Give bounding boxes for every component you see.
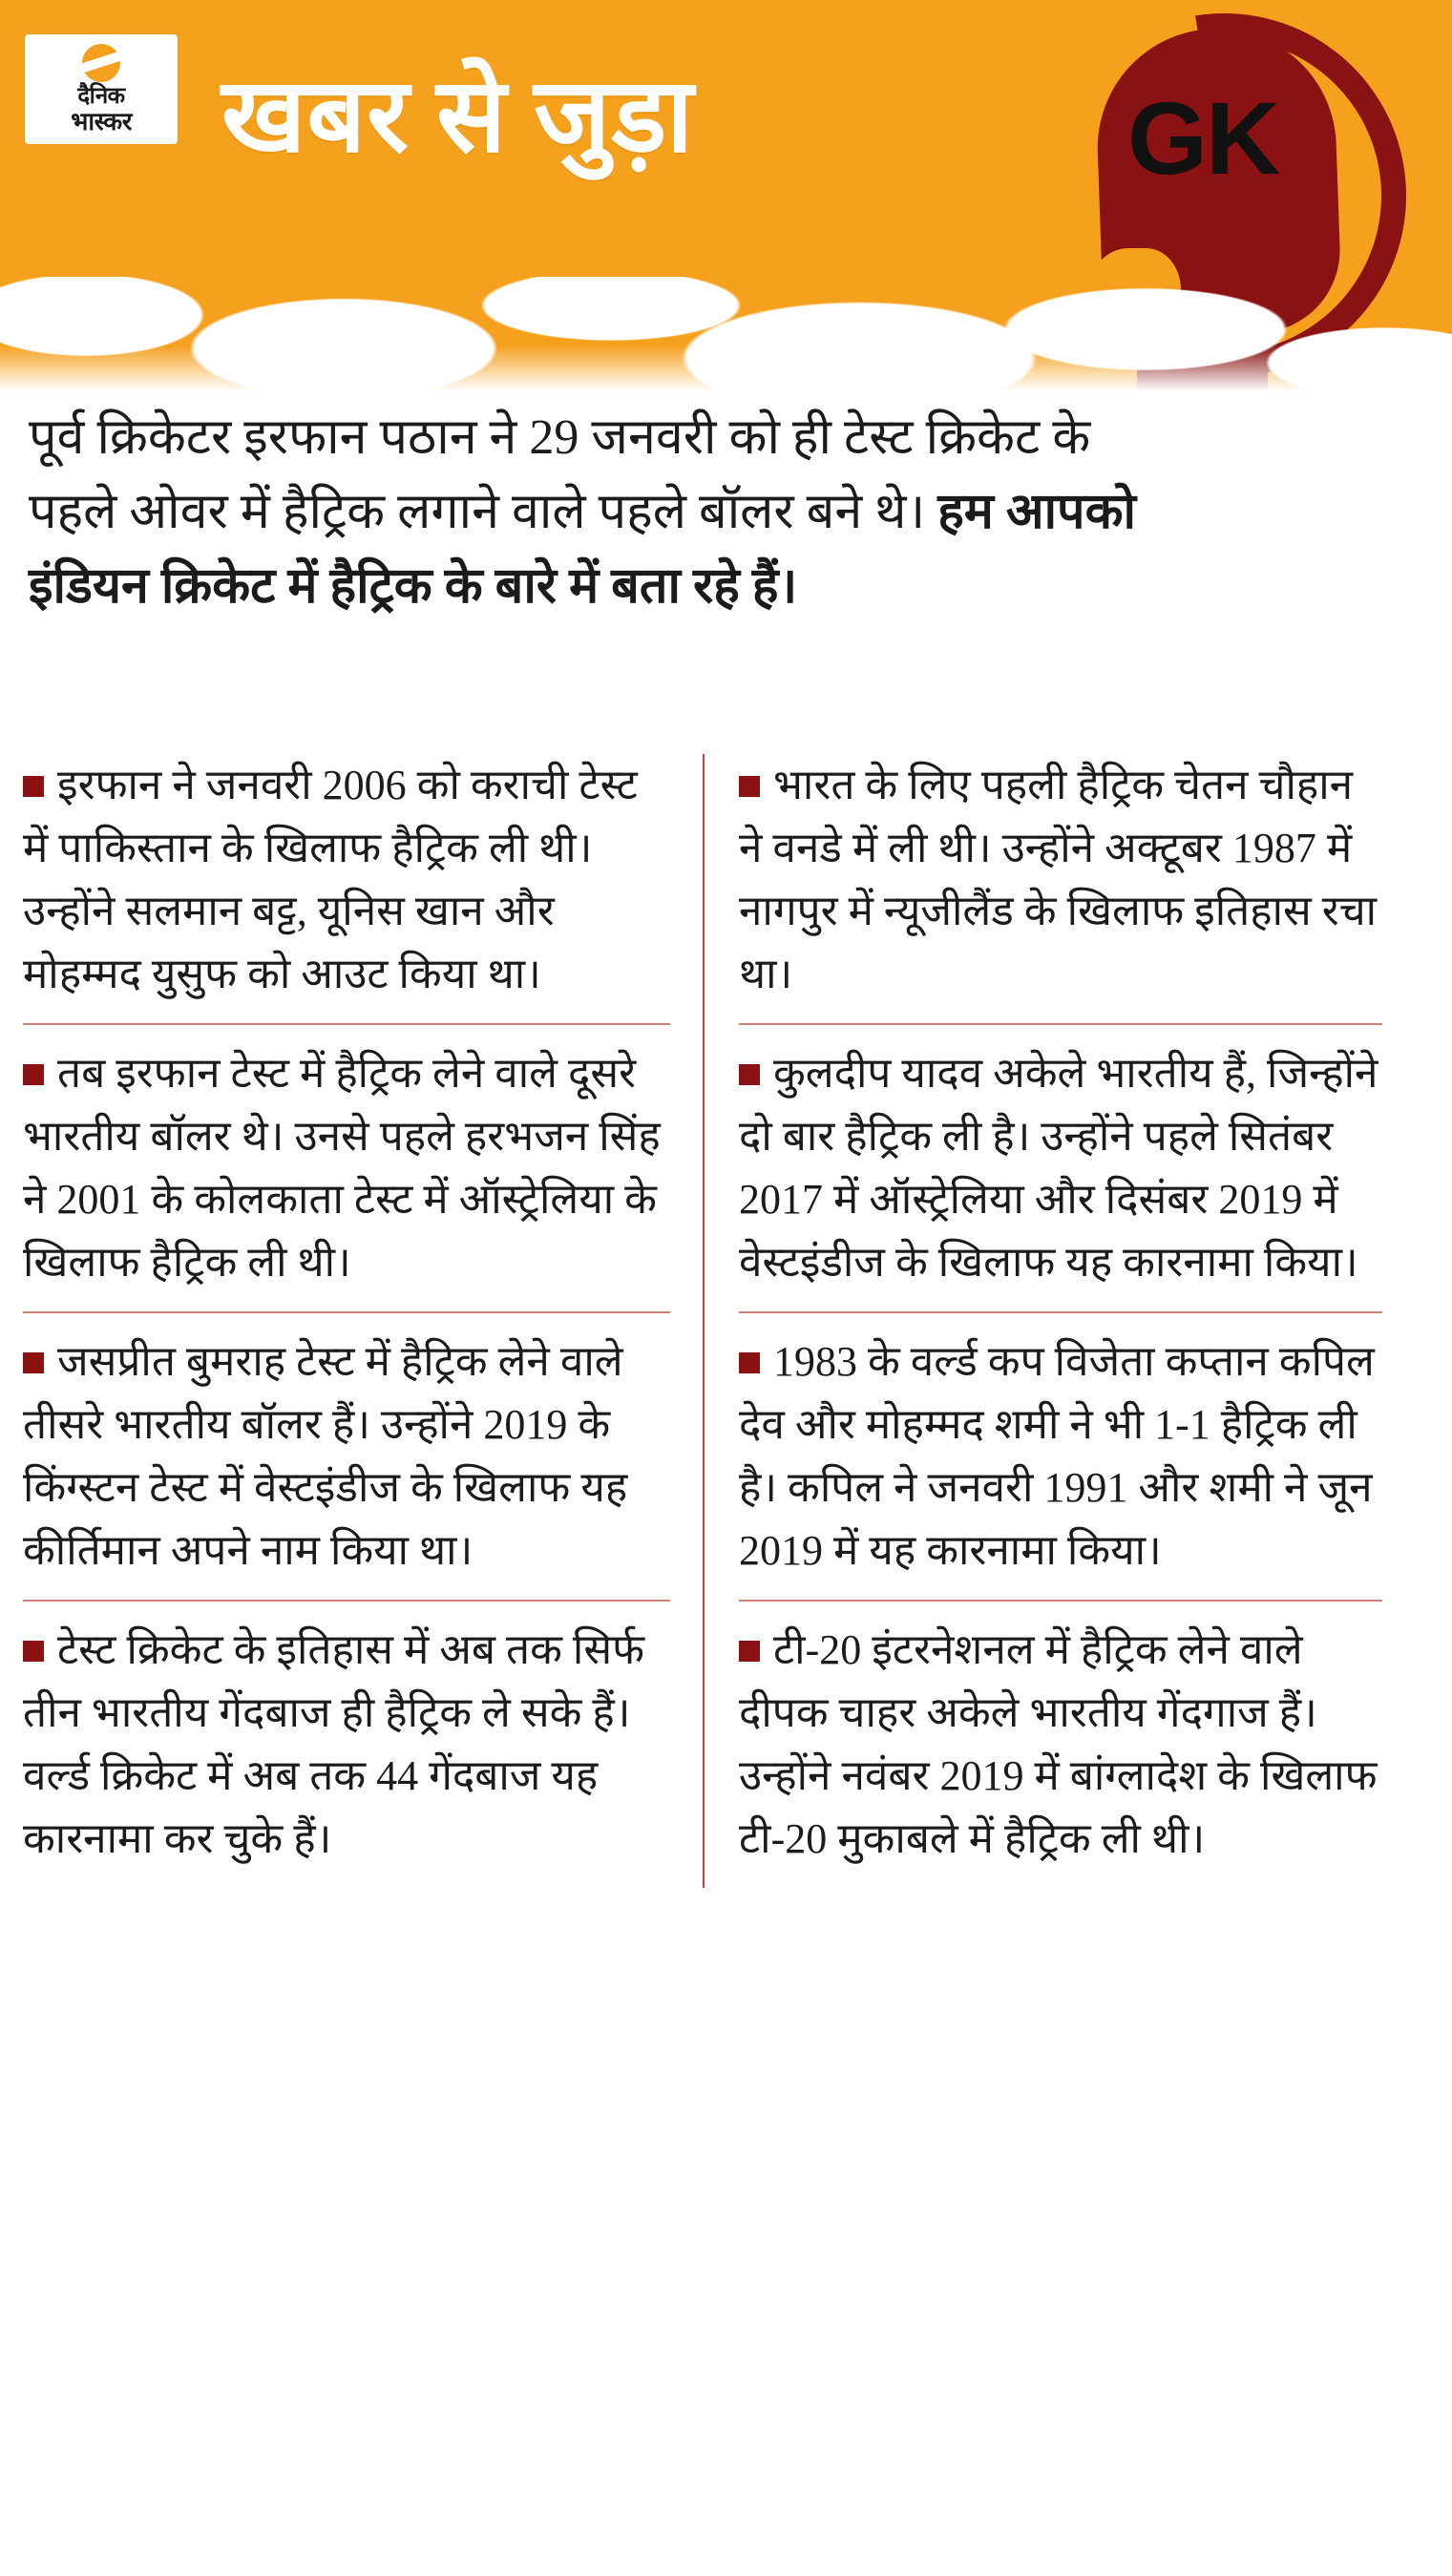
- header-brush-edge: [0, 277, 1452, 401]
- brand-logo: [25, 34, 178, 144]
- sun-icon: [82, 44, 120, 82]
- facts-column-right: [703, 754, 1382, 1888]
- intro-text-normal: पूर्व क्रिकेटर इरफान पठान ने 29 जनवरी को ही टेस्ट क्रिकेट के पहले ओवर में हैट्रिक लगाने वाले पहले बॉलर बने थे।: [29, 410, 1091, 539]
- facts-columns: [23, 754, 1431, 1888]
- brand-logo-line2: भास्कर: [71, 107, 132, 136]
- list-item-text: इरफान ने जनवरी 2006 को कराची टेस्ट में पाकिस्तान के खिलाफ हैट्रिक ली थी। उन्होंने सलमान बट्ट, यूनिस खान और मोहम्मद युसुफ को आउट किया था।: [23, 762, 638, 997]
- square-bullet-icon: [23, 1064, 44, 1085]
- facts-column-left: [23, 754, 703, 1888]
- brand-logo-line1: दैनिक: [77, 83, 125, 109]
- square-bullet-icon: [739, 776, 760, 797]
- square-bullet-icon: [739, 1064, 760, 1085]
- list-item: [739, 1023, 1382, 1311]
- list-item: [739, 1600, 1382, 1888]
- list-item-text: तब इरफान टेस्ट में हैट्रिक लेने वाले दूसरे भारतीय बॉलर थे। उनसे पहले हरभजन सिंह ने 2001 के कोलकाता टेस्ट में ऑस्ट्रेलिया के खिलाफ हैट्रिक ली थी।: [23, 1050, 661, 1286]
- list-item-text: टेस्ट क्रिकेट के इतिहास में अब तक सिर्फ तीन भारतीय गेंदबाज ही हैट्रिक ले सके हैं। वर्ल्ड क्रिकेट में अब तक 44 गेंदबाज यह कारनामा कर चुके हैं।: [23, 1626, 644, 1862]
- list-item-text: कुलदीप यादव अकेले भारतीय हैं, जिन्होंने दो बार हैट्रिक ली है। उन्होंने पहले सितंबर 2017 में ऑस्ट्रेलिया और दिसंबर 2019 में वेस्टइंडीज के खिलाफ यह कारनामा किया।: [739, 1050, 1378, 1286]
- square-bullet-icon: [23, 776, 44, 797]
- square-bullet-icon: [23, 1641, 44, 1662]
- list-item: [739, 1311, 1382, 1600]
- list-item: [23, 1311, 670, 1600]
- square-bullet-icon: [23, 1352, 44, 1373]
- list-item-text: भारत के लिए पहली हैट्रिक चेतन चौहान ने वनडे में ली थी। उन्होंने अक्टूबर 1987 में नागपुर में न्यूजीलैंड के खिलाफ इतिहास रचा था।: [739, 762, 1378, 997]
- intro-text-bold: हम आपको इंडियन क्रिकेट में हैट्रिक के बारे में बता रहे हैं।: [29, 485, 1136, 614]
- page-title: खबर से जुड़ा: [221, 60, 695, 174]
- intro-paragraph: [29, 401, 1155, 624]
- gk-badge-label: GK: [1127, 80, 1278, 196]
- list-item-text: टी-20 इंटरनेशनल में हैट्रिक लेने वाले दीपक चाहर अकेले भारतीय गेंदगाज हैं। उन्होंने नवंबर 2019 में बांग्लादेश के खिलाफ टी-20 मुकाबले में हैट्रिक ली थी।: [739, 1626, 1378, 1862]
- list-item-text: 1983 के वर्ल्ड कप विजेता कप्तान कपिल देव और मोहम्मद शमी ने भी 1-1 हैट्रिक ली है। कपिल ने जनवरी 1991 और शमी ने जून 2019 में यह कारनामा किया।: [739, 1338, 1375, 1574]
- square-bullet-icon: [739, 1641, 760, 1662]
- list-item: [23, 754, 670, 1023]
- header-banner: [0, 0, 1452, 401]
- list-item-text: जसप्रीत बुमराह टेस्ट में हैट्रिक लेने वाले तीसरे भारतीय बॉलर हैं। उन्होंने 2019 के किंग्स्टन टेस्ट में वेस्टइंडीज के खिलाफ यह कीर्तिमान अपने नाम किया था।: [23, 1338, 628, 1574]
- list-item: [739, 754, 1382, 1023]
- list-item: [23, 1600, 670, 1888]
- square-bullet-icon: [739, 1352, 760, 1373]
- list-item: [23, 1023, 670, 1311]
